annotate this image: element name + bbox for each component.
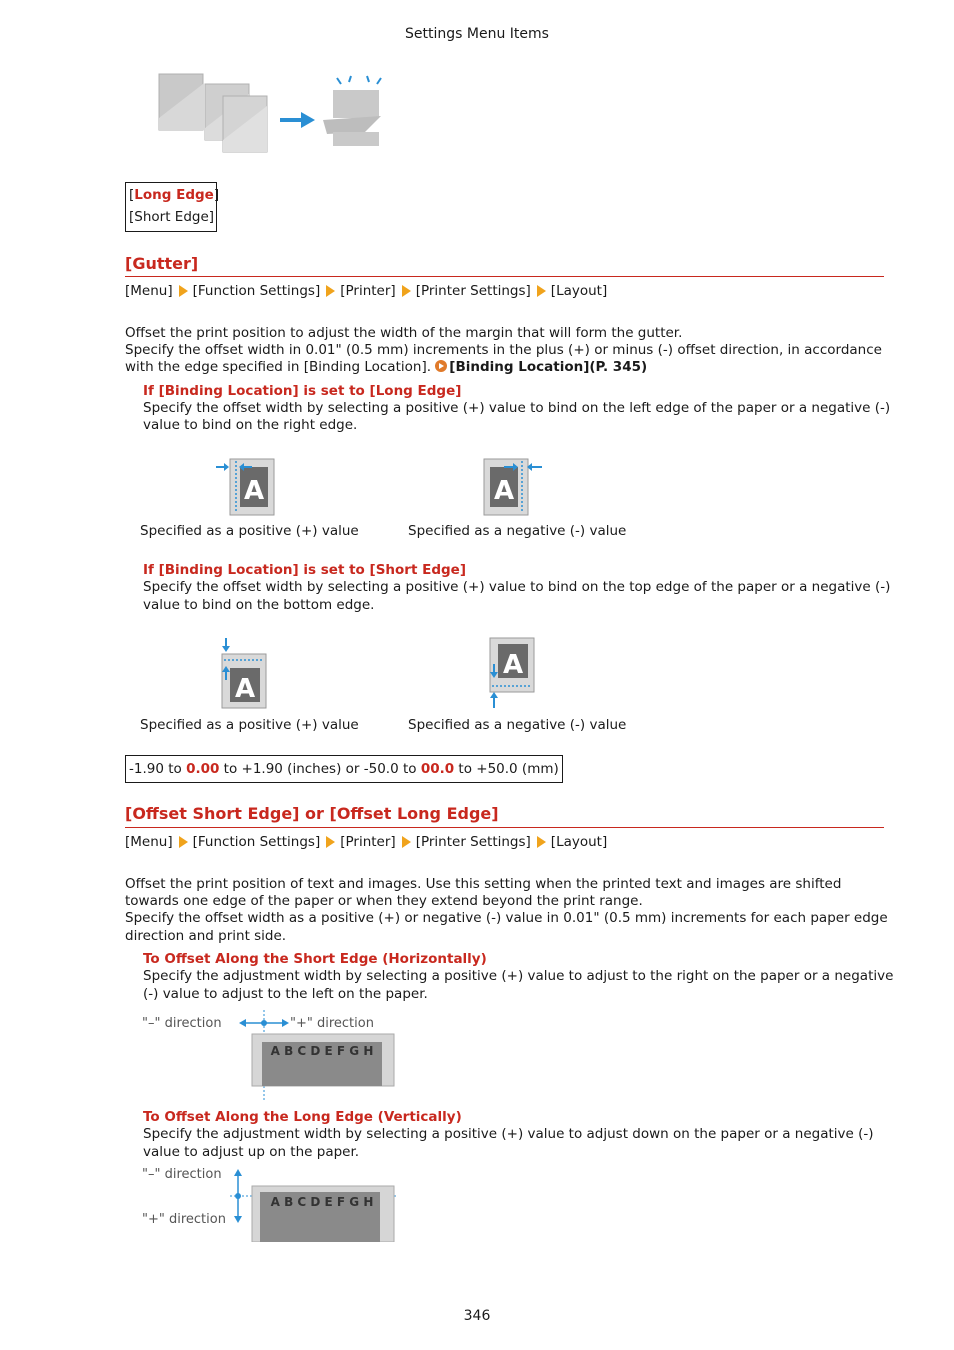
breadcrumb-arrow-icon	[326, 836, 335, 848]
gutter-desc-2: Specify the offset width in 0.01" (0.5 mm) increments in the plus (+) or minus (-) offset direction, in accordance	[125, 342, 882, 358]
long-edge-positive-caption: Specified as a positive (+) value	[140, 523, 359, 539]
short-edge-heading: If [Binding Location] is set to [Short Edge]	[143, 562, 466, 578]
svg-text:A: A	[493, 476, 515, 506]
offset-heading: [Offset Short Edge] or [Offset Long Edge]	[125, 804, 499, 823]
range-text-a: -1.90 to	[129, 761, 187, 777]
breadcrumb-menu[interactable]: [Menu]	[125, 834, 173, 850]
breadcrumb-arrow-icon	[537, 285, 546, 297]
breadcrumb-arrow-icon	[179, 285, 188, 297]
breadcrumb-arrow-icon	[402, 285, 411, 297]
breadcrumb-arrow-icon	[179, 836, 188, 848]
bracket-open: [	[129, 187, 135, 203]
svg-text:A: A	[502, 650, 524, 680]
breadcrumb-printer[interactable]: [Printer]	[340, 834, 396, 850]
long-edge-negative-caption: Specified as a negative (-) value	[408, 523, 627, 539]
short-edge-desc-1: Specify the offset width by selecting a positive (+) value to bind on the top edge of the paper or a negative (-)	[143, 579, 891, 595]
long-edge-heading: If [Binding Location] is set to [Long Edge]	[143, 383, 462, 399]
bracket-close: ]	[213, 187, 220, 203]
breadcrumb-function-settings[interactable]: [Function Settings]	[192, 283, 321, 299]
breadcrumb-layout[interactable]: [Layout]	[550, 834, 608, 850]
short-edge-positive-caption: Specified as a positive (+) value	[140, 717, 359, 733]
short-offset-desc-1: Specify the adjustment width by selecting a positive (+) value to adjust to the right on the paper or a negative	[143, 968, 894, 984]
horizontal-offset-diagram	[236, 1008, 400, 1102]
breadcrumb-menu[interactable]: [Menu]	[125, 283, 173, 299]
plus-direction-label-v: "+" direction	[142, 1212, 226, 1227]
breadcrumb-arrow-icon	[537, 836, 546, 848]
sample-letters-v: A B C D E F G H	[270, 1195, 374, 1209]
short-edge-desc-2: value to bind on the bottom edge.	[143, 597, 375, 613]
plus-direction-label-h: "+" direction	[290, 1016, 374, 1031]
gutter-heading: [Gutter]	[125, 254, 199, 273]
breadcrumb-printer[interactable]: [Printer]	[340, 283, 396, 299]
offset-rule	[125, 827, 884, 828]
sample-letters-h: A B C D E F G H	[270, 1044, 374, 1058]
link-arrow-icon	[435, 360, 447, 372]
binding-illustration	[155, 70, 387, 154]
option-long-edge	[129, 185, 220, 206]
binding-options-box	[125, 182, 220, 232]
vertical-offset-diagram	[228, 1166, 400, 1242]
option-long-edge-default: Long Edge	[134, 187, 214, 203]
breadcrumb-layout[interactable]: [Layout]	[550, 283, 608, 299]
short-edge-negative-diagram	[484, 634, 542, 710]
binding-location-link[interactable]: [Binding Location](P. 345)	[449, 359, 648, 375]
breadcrumb-printer-settings[interactable]: [Printer Settings]	[415, 283, 531, 299]
offset-breadcrumb	[125, 834, 607, 851]
offset-desc-2: towards one edge of the paper or when they extend beyond the print range.	[125, 893, 643, 909]
breadcrumb-arrow-icon	[402, 836, 411, 848]
range-text-b: to +1.90 (inches) or -50.0 to	[219, 761, 421, 777]
gutter-range-box	[125, 755, 563, 783]
gutter-desc-3-text: with the edge specified in [Binding Location].	[125, 359, 431, 375]
breadcrumb-printer-settings[interactable]: [Printer Settings]	[415, 834, 531, 850]
gutter-breadcrumb	[125, 283, 607, 300]
minus-direction-label-h: "–" direction	[142, 1016, 222, 1031]
long-offset-desc-2: value to adjust up on the paper.	[143, 1144, 360, 1160]
running-header: Settings Menu Items	[405, 26, 549, 42]
short-edge-negative-caption: Specified as a negative (-) value	[408, 717, 627, 733]
long-offset-heading: To Offset Along the Long Edge (Vertically)	[143, 1109, 462, 1125]
short-offset-heading: To Offset Along the Short Edge (Horizontally)	[143, 951, 487, 967]
long-offset-desc-1: Specify the adjustment width by selecting a positive (+) value to adjust down on the paper or a negative (-)	[143, 1126, 874, 1142]
long-edge-desc-2: value to bind on the right edge.	[143, 417, 358, 433]
long-edge-desc-1: Specify the offset width by selecting a positive (+) value to bind on the left edge of the paper or a negative (-)	[143, 400, 891, 416]
breadcrumb-function-settings[interactable]: [Function Settings]	[192, 834, 321, 850]
short-edge-positive-diagram	[214, 636, 272, 712]
page-number: 346	[463, 1308, 491, 1324]
offset-desc-4: direction and print side.	[125, 928, 287, 944]
gutter-rule	[125, 276, 884, 277]
breadcrumb-arrow-icon	[326, 285, 335, 297]
svg-text:A: A	[243, 476, 265, 506]
gutter-desc-3	[125, 359, 647, 376]
offset-desc-1: Offset the print position of text and images. Use this setting when the printed text and images are shifted	[125, 876, 842, 892]
svg-text:A: A	[234, 674, 256, 704]
gutter-desc-1: Offset the print position to adjust the width of the margin that will form the gutter.	[125, 325, 683, 341]
range-default-inches: 0.00	[186, 761, 220, 777]
range-text-c: to +50.0 (mm)	[454, 761, 559, 777]
short-offset-desc-2: (-) value to adjust to the left on the paper.	[143, 986, 428, 1002]
offset-desc-3: Specify the offset width as a positive (+) or negative (-) value in 0.01" (0.5 mm) increments for each paper edge	[125, 910, 888, 926]
range-default-mm: 00.0	[420, 761, 455, 777]
option-short-edge: [Short Edge]	[129, 209, 215, 225]
long-edge-negative-diagram	[478, 455, 548, 517]
minus-direction-label-v: "–" direction	[142, 1167, 222, 1182]
long-edge-positive-diagram	[212, 455, 278, 517]
